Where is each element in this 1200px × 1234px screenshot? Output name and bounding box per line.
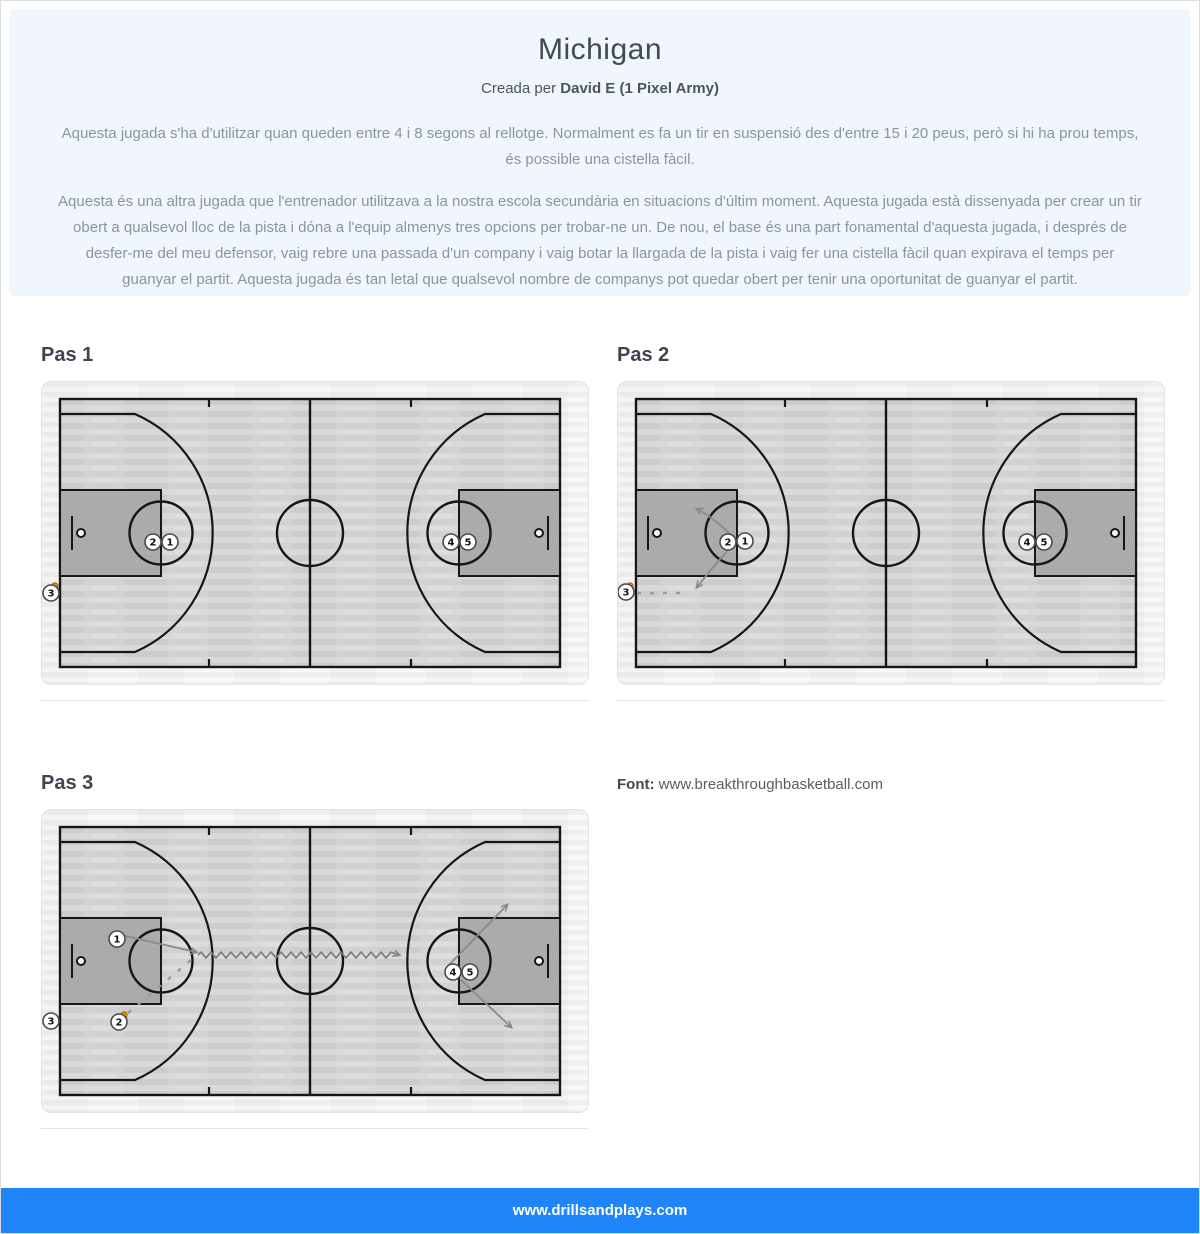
description-paragraph-1: Aquesta jugada s'ha d'utilitzar quan queden entre 4 i 8 segons al rellotge. Normalment es fa un tir en suspensió des d'entre 15 i 20 peus, però si hi ha prou temps, és possible una cistella fàcil. <box>61 125 1139 168</box>
svg-text:1: 1 <box>741 536 749 548</box>
header-section <box>9 9 1191 296</box>
steps-grid <box>1 304 1199 1129</box>
source-url: www.breakthroughbasketball.com <box>658 776 883 793</box>
hoop-left-icon <box>77 529 85 537</box>
page-title: Michigan <box>537 33 663 66</box>
player-marker-2 <box>145 534 161 550</box>
step-2-title: Pas 2 <box>617 344 670 366</box>
hoop-left-icon <box>653 529 661 537</box>
svg-text:5: 5 <box>464 537 472 549</box>
court-svg-pas-2 <box>617 381 1165 685</box>
source-line <box>617 776 1165 793</box>
svg-text:3: 3 <box>622 587 630 599</box>
step-3-title: Pas 3 <box>41 772 94 794</box>
basketball-court <box>617 381 1165 685</box>
svg-text:2: 2 <box>115 1017 123 1029</box>
step-section-3 <box>41 701 589 1129</box>
svg-text:3: 3 <box>47 1016 55 1028</box>
player-marker-1 <box>162 534 178 550</box>
player-marker-3 <box>43 585 59 601</box>
player-marker-3 <box>618 584 634 600</box>
player-marker-4 <box>445 964 461 980</box>
court-diagram-pas-3 <box>41 809 589 1113</box>
player-marker-5 <box>460 534 476 550</box>
player-marker-4 <box>1019 534 1035 550</box>
source-label: Font: <box>617 776 655 793</box>
step-section-1 <box>41 304 589 701</box>
footer-bar <box>1 1188 1199 1233</box>
description-paragraph-2: Aquesta és una altra jugada que l'entrenador utilitzava a la nostra escola secundària en situacions d'últim moment. Aquesta jugada està dissenyada per crear un tir obert a qualsevol lloc de la pista i dóna a l'equip almenys tres opcions per trobar-ne un. De nou, el base és una part fonamental d'aquesta jugada, i després de desfer-me del meu defensor, vaig rebre una passada d'un company i vaig botar la llargada de la pista i vaig fer una cistella fàcil quan expirava el temps per guanyar el partit. Aquesta jugada és tan letal que qualsevol nombre de companys pot quedar obert per tenir una oportunitat de guanyar el partit. <box>58 193 1142 288</box>
subtitle <box>57 80 1143 97</box>
svg-text:1: 1 <box>113 934 121 946</box>
svg-text:4: 4 <box>449 967 457 979</box>
player-marker-2 <box>720 534 736 550</box>
player-marker-2 <box>111 1014 127 1030</box>
court-diagram-pas-1 <box>41 381 589 685</box>
svg-text:5: 5 <box>1040 537 1048 549</box>
hoop-left-icon <box>77 957 85 965</box>
player-marker-5 <box>1036 534 1052 550</box>
source-section <box>617 701 1165 793</box>
svg-text:4: 4 <box>447 537 455 549</box>
subtitle-prefix: Creada per <box>481 80 561 97</box>
svg-text:4: 4 <box>1023 537 1031 549</box>
svg-text:5: 5 <box>466 967 474 979</box>
court-svg-pas-1 <box>41 381 589 685</box>
basketball-court <box>41 381 589 685</box>
hoop-right-icon <box>1111 529 1119 537</box>
hoop-right-icon <box>535 957 543 965</box>
player-marker-1 <box>109 931 125 947</box>
svg-text:2: 2 <box>724 537 732 549</box>
court-svg-pas-3 <box>41 809 589 1113</box>
footer-site-link[interactable]: www.drillsandplays.com <box>512 1202 688 1219</box>
player-marker-5 <box>462 964 478 980</box>
hoop-right-icon <box>535 529 543 537</box>
svg-text:3: 3 <box>47 588 55 600</box>
player-marker-3 <box>43 1013 59 1029</box>
player-marker-4 <box>443 534 459 550</box>
court-diagram-pas-2 <box>617 381 1165 685</box>
author-name: David E (1 Pixel Army) <box>560 80 719 97</box>
basketball-court <box>41 809 589 1113</box>
separator <box>41 1128 589 1129</box>
svg-text:1: 1 <box>166 537 174 549</box>
player-marker-1 <box>737 533 753 549</box>
step-section-2 <box>617 304 1165 701</box>
svg-text:2: 2 <box>149 537 157 549</box>
step-1-title: Pas 1 <box>41 344 94 366</box>
